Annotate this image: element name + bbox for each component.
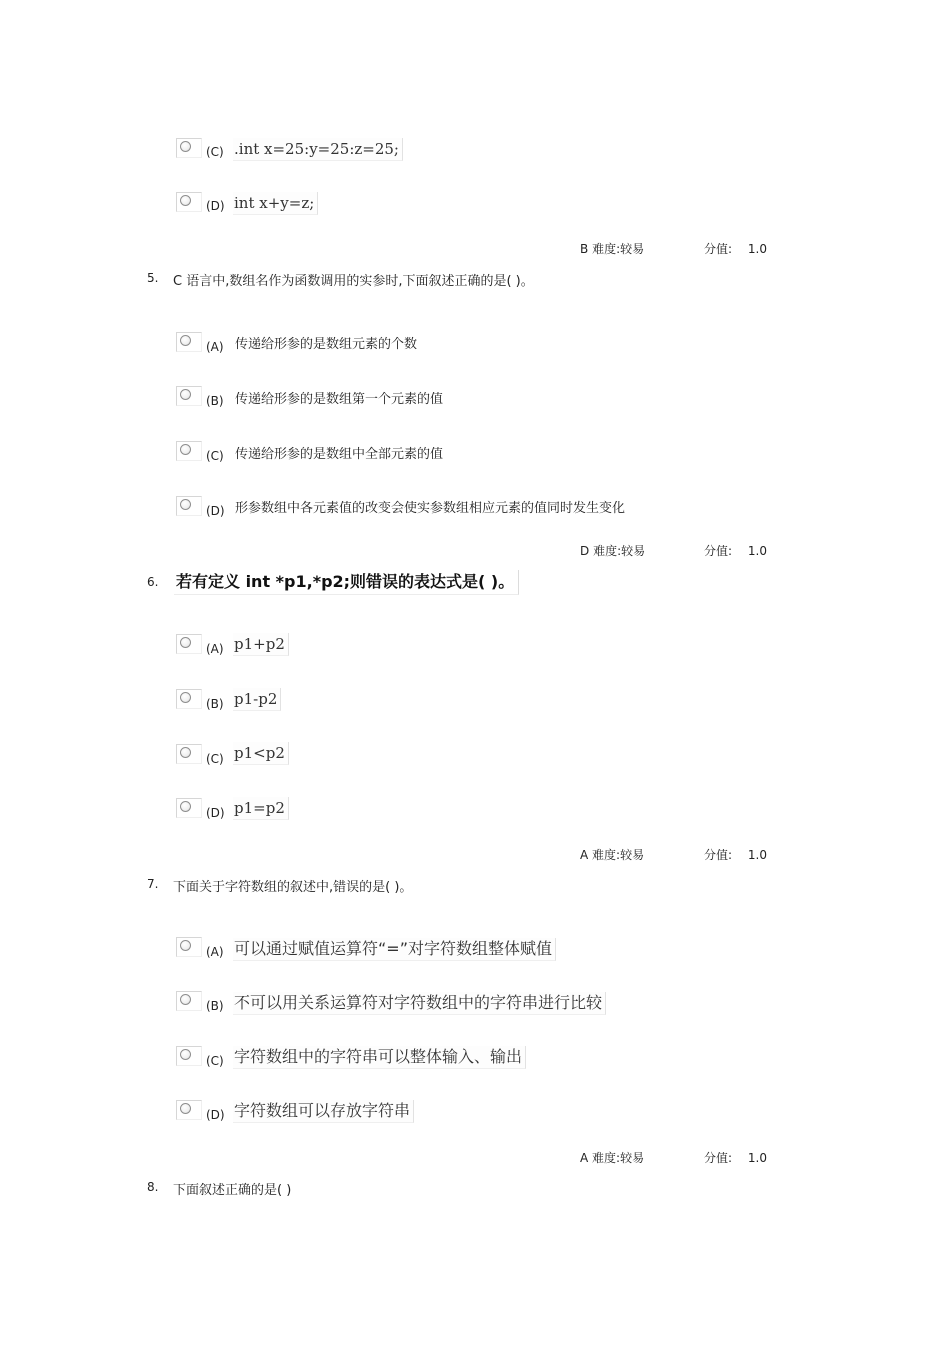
difficulty-label: 难度:较易 [593,544,646,558]
option-letter: (C) [206,449,224,463]
option-letter: (B) [206,999,224,1013]
option-letter: (B) [206,394,224,408]
option-letter: (A) [206,642,224,656]
question-text: C 语言中,数组名作为函数调用的实参时,下面叙述正确的是( )。 [173,274,534,289]
option-text: p1-p2 [233,688,281,711]
radio-circle-icon [180,994,191,1005]
option-letter: (B) [206,697,224,711]
radio-circle-icon [180,692,191,703]
option-text: 传递给形参的是数组元素的个数 [235,337,418,352]
score-label: 分值: [704,242,733,256]
radio-circle-icon [180,335,191,346]
radio-option-a[interactable] [176,937,202,957]
score-label: 分值: [704,544,733,558]
score-value: 1.0 [747,242,767,256]
difficulty-label: 难度:较易 [592,848,645,862]
question-text: 下面叙述正确的是( ) [173,1183,292,1198]
score-value: 1.0 [747,544,767,558]
radio-circle-icon [180,141,191,152]
score-label: 分值: [704,1151,733,1165]
radio-option-b[interactable] [176,991,202,1011]
radio-circle-icon [180,444,191,455]
option-letter: (D) [206,806,225,820]
question-text: 若有定义 int *p1,*p2;则错误的表达式是( )。 [174,570,519,595]
score-meta [704,846,767,863]
radio-circle-icon [180,1049,191,1060]
score-meta [704,542,767,559]
question-number: 6. [147,575,159,589]
radio-option-a[interactable] [176,332,202,352]
radio-option-c[interactable] [176,744,202,764]
option-text: 传递给形参的是数组中全部元素的值 [235,447,444,462]
radio-option-c[interactable] [176,441,202,461]
score-value: 1.0 [747,848,767,862]
radio-circle-icon [180,637,191,648]
option-text: p1+p2 [233,633,289,656]
question-meta [580,1149,644,1166]
question-text: 下面关于字符数组的叙述中,错误的是( )。 [173,880,413,895]
option-letter: (A) [206,945,224,959]
question-meta [580,846,644,863]
option-text: .int x=25:y=25:z=25; [233,138,403,161]
score-meta [704,1149,767,1166]
radio-circle-icon [180,195,191,206]
option-text: 字符数组可以存放字符串 [233,1100,414,1123]
radio-option-d[interactable] [176,798,202,818]
radio-option-d[interactable] [176,496,202,516]
radio-circle-icon [180,389,191,400]
question-number: 5. [147,271,159,285]
option-letter: (A) [206,340,224,354]
question-number: 8. [147,1180,159,1194]
radio-circle-icon [180,747,191,758]
option-letter: (D) [206,504,225,518]
option-text: int x+y=z; [233,192,318,215]
score-label: 分值: [704,848,733,862]
option-letter: (C) [206,145,224,159]
option-letter: (D) [206,1108,225,1122]
option-text: p1=p2 [233,797,289,820]
option-letter: (C) [206,752,224,766]
option-text: 可以通过赋值运算符“=”对字符数组整体赋值 [233,938,556,961]
radio-circle-icon [180,940,191,951]
score-meta [704,240,767,257]
radio-option-c[interactable] [176,138,202,158]
radio-option-d[interactable] [176,1100,202,1120]
answer-key: A [580,1151,589,1165]
score-value: 1.0 [747,1151,767,1165]
radio-option-a[interactable] [176,634,202,654]
answer-key: D [580,544,590,558]
radio-option-d[interactable] [176,192,202,212]
difficulty-label: 难度:较易 [592,242,645,256]
question-number: 7. [147,877,159,891]
option-letter: (D) [206,199,225,213]
radio-circle-icon [180,801,191,812]
radio-circle-icon [180,1103,191,1114]
difficulty-label: 难度:较易 [592,1151,645,1165]
question-meta [580,542,645,559]
answer-key: B [580,242,589,256]
answer-key: A [580,848,589,862]
option-text: 不可以用关系运算符对字符数组中的字符串进行比较 [233,992,606,1015]
radio-option-b[interactable] [176,386,202,406]
option-letter: (C) [206,1054,224,1068]
radio-circle-icon [180,499,191,510]
option-text: 传递给形参的是数组第一个元素的值 [235,392,444,407]
option-text: 字符数组中的字符串可以整体输入、输出 [233,1046,526,1069]
radio-option-b[interactable] [176,689,202,709]
option-text: 形参数组中各元素值的改变会使实参数组相应元素的值同时发生变化 [235,501,626,516]
option-text: p1<p2 [233,742,289,765]
question-meta [580,240,644,257]
radio-option-c[interactable] [176,1046,202,1066]
